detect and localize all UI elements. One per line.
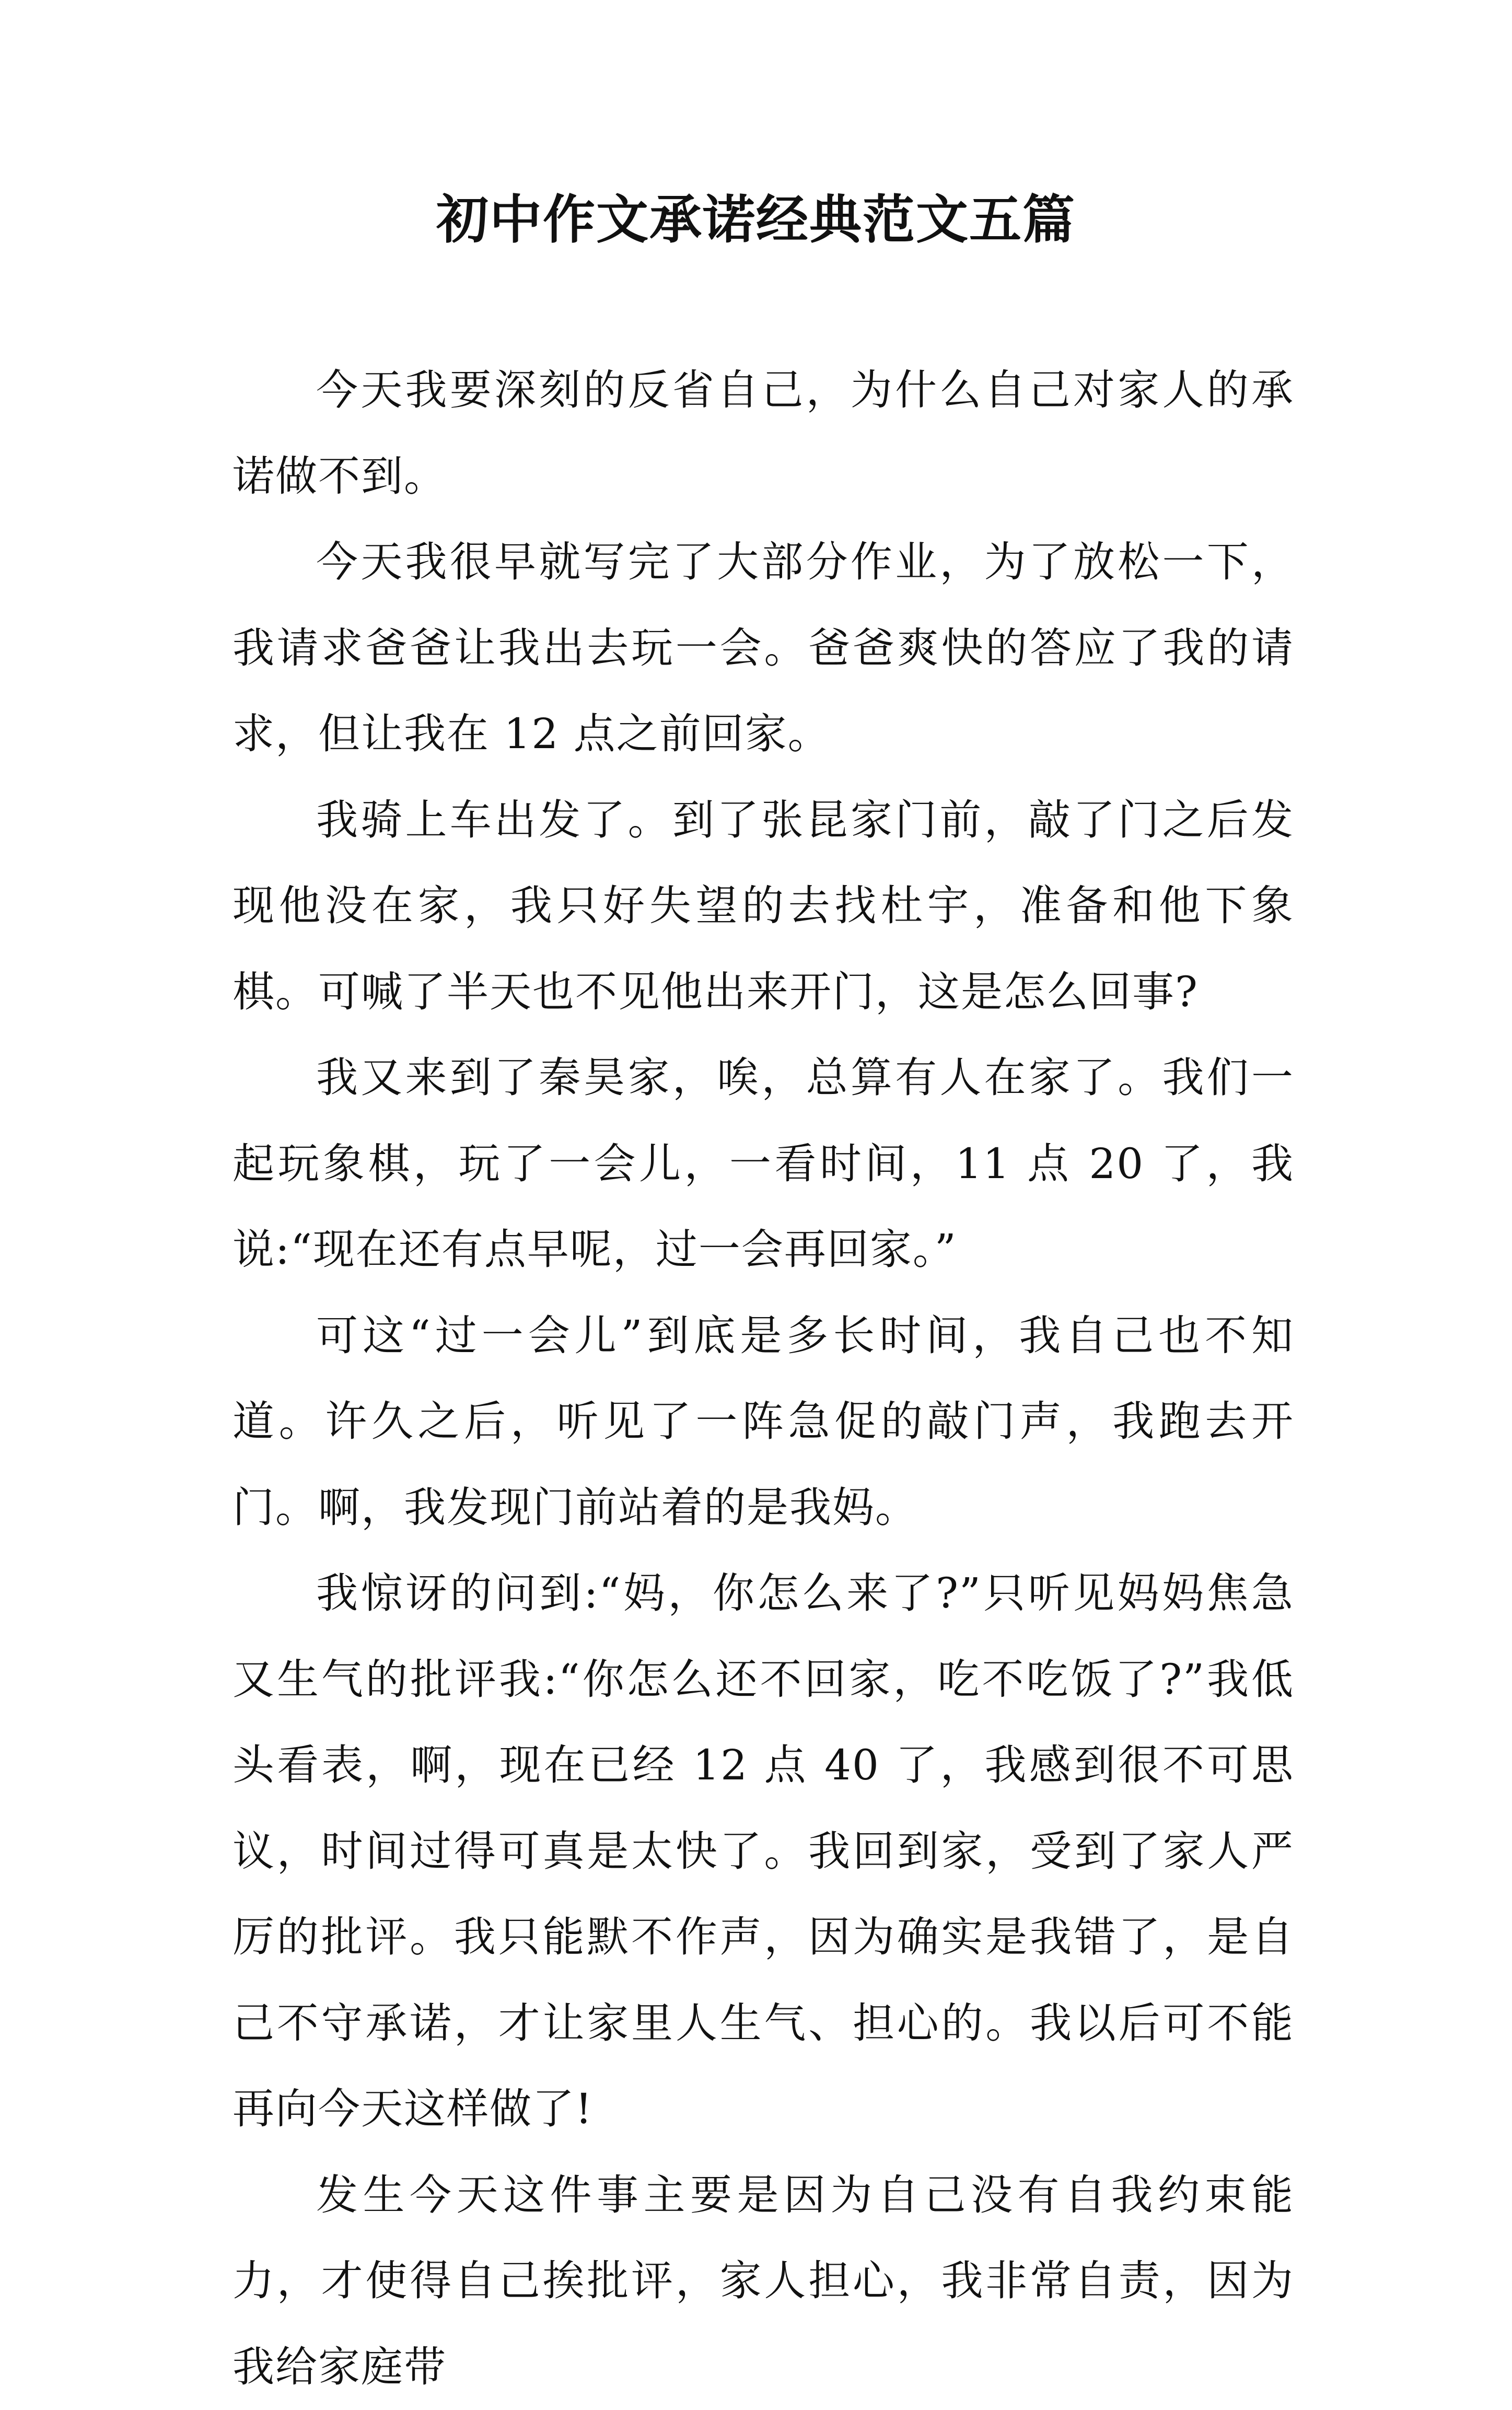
paragraph-2: 今天我很早就写完了大部分作业，为了放松一下，我请求爸爸让我出去玩一会。爸爸爽快的答应了我的请求，但让我在 12 点之前回家。 [232,519,1294,777]
paragraph-5: 可这“过一会儿”到底是多长时间，我自己也不知道。许久之后，听见了一阵急促的敲门声，我跑去开门。啊，我发现门前站着的是我妈。 [232,1293,1294,1551]
paragraph-4: 我又来到了秦昊家，唉，总算有人在家了。我们一起玩象棋，玩了一会儿，一看时间，11 点 20 了，我说:“现在还有点早呢，过一会再回家。” [232,1035,1294,1293]
paragraph-1: 今天我要深刻的反省自己，为什么自己对家人的承诺做不到。 [232,347,1294,519]
paragraph-6: 我惊讶的问到:“妈，你怎么来了?”只听见妈妈焦急又生气的批评我:“你怎么还不回家，吃不吃饭了?”我低头看表，啊，现在已经 12 点 40 了，我感到很不可思议，时间过得可真是太快了。我回到家，受到了家人严厉的批评。我只能默不作声，因为确实是我错了，是自己不守承诺，才让家里人生气、担心的。我以后可不能再向今天这样做了! [232,1551,1294,2152]
document-body [232,347,1294,2410]
document-title: 初中作文承诺经典范文五篇 [0,185,1512,253]
paragraph-3: 我骑上车出发了。到了张昆家门前，敲了门之后发现他没在家，我只好失望的去找杜宇，准备和他下象棋。可喊了半天也不见他出来开门，这是怎么回事? [232,777,1294,1035]
paragraph-7: 发生今天这件事主要是因为自己没有自我约束能力，才使得自己挨批评，家人担心，我非常自责，因为我给家庭带 [232,2152,1294,2410]
